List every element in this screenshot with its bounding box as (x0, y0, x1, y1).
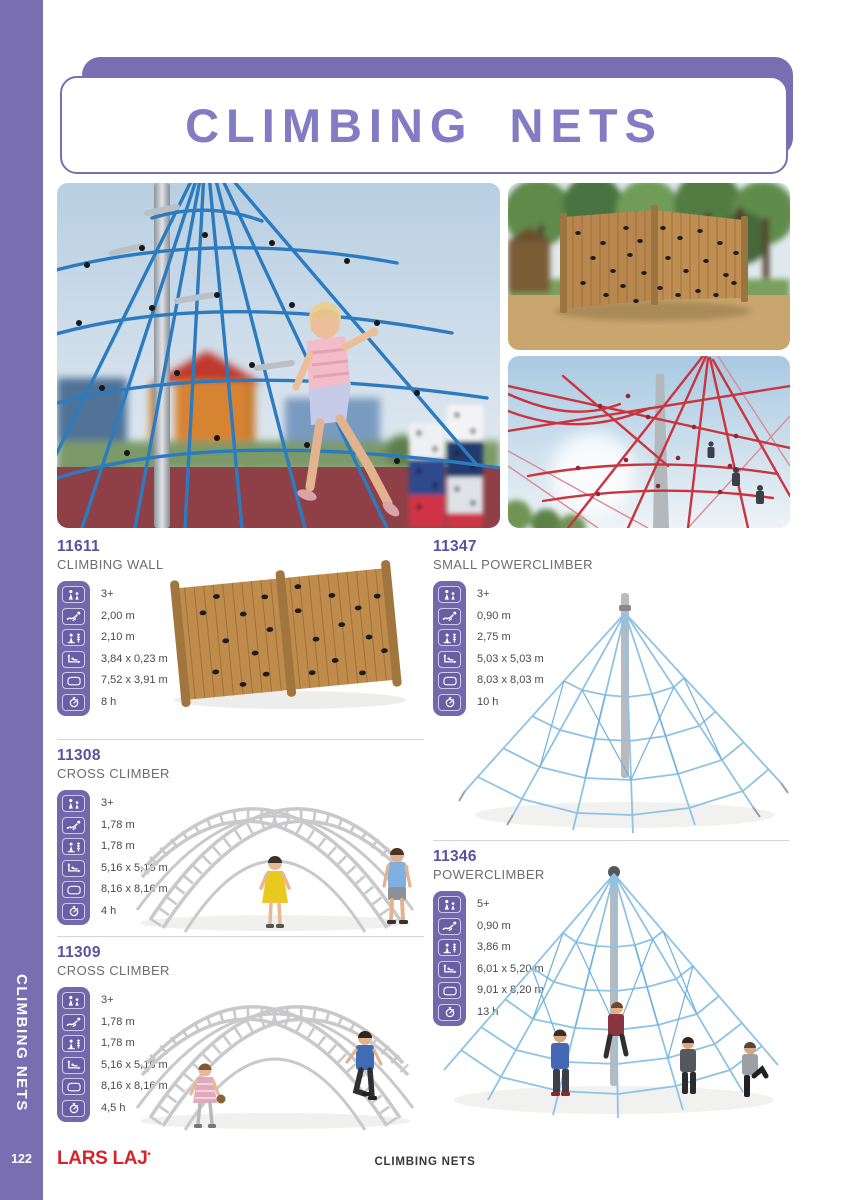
structure-height-icon (62, 629, 85, 646)
spec-value-fall-height: 1,78 m (101, 818, 135, 831)
spec-value-fall-height: 0,90 m (477, 919, 511, 932)
product-dimensions-icon (62, 651, 85, 668)
brand-logo-text: LARS LAJ (57, 1148, 148, 1169)
spec-value-assembly-time: 8 h (101, 695, 117, 708)
product-11309-render (125, 958, 425, 1133)
free-fall-height-icon (62, 608, 85, 625)
assembly-time-icon (62, 903, 85, 920)
product-11611-render (150, 550, 420, 722)
spec-value-age: 3+ (101, 994, 114, 1006)
structure-height-icon (62, 1035, 85, 1052)
spec-value-assembly-time: 4 h (101, 904, 117, 917)
spec-value-safety-zone: 7,52 x 3,91 m (101, 674, 168, 686)
free-fall-height-icon (62, 817, 85, 834)
product-11346-render (438, 860, 790, 1135)
product-name: SMALL POWERCLIMBER (433, 557, 593, 572)
spec-value-height: 1,78 m (101, 1037, 135, 1049)
safety-zone-icon (62, 1078, 85, 1095)
photo-wooden-wall-illustration (508, 183, 790, 350)
product-11347-render (455, 583, 790, 838)
spec-value-dimensions: 5,03 x 5,03 m (477, 652, 544, 665)
age-range-icon (62, 586, 85, 603)
cross-climber-render (137, 809, 413, 932)
header-box (60, 76, 788, 174)
powerclimber-render (444, 866, 778, 1118)
page-title: CLIMBING NETS (185, 98, 663, 152)
spec-value-age: 5+ (477, 898, 490, 910)
spec-icon-bar (57, 581, 90, 716)
age-range-icon (62, 992, 85, 1009)
spec-value-safety-zone: 8,16 x 8,16 m (101, 883, 168, 895)
climbing-wall-render (170, 560, 402, 708)
spec-value-dimensions: 5,16 x 5,16 m (101, 1058, 168, 1071)
photo-red-net-illustration (508, 356, 790, 528)
photo-blue-net-girl-illustration (57, 183, 500, 528)
spec-value-safety-zone: 8,03 x 8,03 m (477, 674, 544, 686)
free-fall-height-icon (62, 1014, 85, 1031)
section-divider (433, 840, 789, 841)
safety-zone-icon (62, 672, 85, 689)
spec-value-height: 1,78 m (101, 840, 135, 852)
spec-value-safety-zone: 9,01 x 8,20 m (477, 984, 544, 996)
spec-value-age: 3+ (101, 797, 114, 809)
spec-value-safety-zone: 8,16 x 8,16 m (101, 1080, 168, 1092)
spec-value-assembly-time: 10 h (477, 695, 499, 708)
product-id: 11346 (433, 848, 477, 865)
spec-value-dimensions: 3,84 x 0,23 m (101, 652, 168, 665)
spec-value-age: 3+ (101, 588, 114, 600)
product-dimensions-icon (62, 1057, 85, 1074)
product-id: 11309 (57, 944, 101, 961)
photo-blue-net-girl (57, 183, 500, 528)
spec-icon-bar (57, 790, 90, 925)
product-name: CLIMBING WALL (57, 557, 164, 572)
product-name: CROSS CLIMBER (57, 963, 170, 978)
small-powerclimber-render (459, 593, 788, 833)
spec-value-height: 2,10 m (101, 631, 135, 643)
spec-value-dimensions: 6,01 x 5,20 m (477, 962, 544, 975)
spec-value-height: 3,86 m (477, 941, 511, 953)
brand-trademark-dot: • (147, 1148, 151, 1159)
page-number: 122 (11, 1152, 32, 1166)
footer-section-label: CLIMBING NETS (374, 1156, 476, 1168)
product-name: CROSS CLIMBER (57, 766, 170, 781)
spec-value-age: 3+ (477, 588, 490, 600)
product-dimensions-icon (62, 860, 85, 877)
assembly-time-icon (62, 694, 85, 711)
spec-value-fall-height: 2,00 m (101, 609, 135, 622)
spec-value-dimensions: 5,16 x 5,16 m (101, 861, 168, 874)
sidebar-vertical-label: CLIMBING NETS (13, 974, 30, 1112)
children-figures (551, 1002, 766, 1097)
section-divider (57, 936, 424, 937)
product-id: 11347 (433, 538, 477, 555)
spec-value-assembly-time: 4,5 h (101, 1101, 126, 1114)
product-id: 11308 (57, 747, 101, 764)
girl-dark-figure (680, 1037, 696, 1094)
section-divider (57, 739, 424, 740)
product-name: POWERCLIMBER (433, 867, 545, 882)
photo-red-net (508, 356, 790, 528)
spec-value-fall-height: 0,90 m (477, 609, 511, 622)
safety-zone-icon (62, 881, 85, 898)
product-id: 11611 (57, 538, 100, 555)
spec-value-height: 2,75 m (477, 631, 511, 643)
structure-height-icon (62, 838, 85, 855)
spec-icon-bar (57, 987, 90, 1122)
spec-value-fall-height: 1,78 m (101, 1015, 135, 1028)
spec-value-assembly-time: 13 h (477, 1005, 499, 1018)
girl-gray-figure (742, 1042, 766, 1097)
photo-wooden-wall-park (508, 183, 790, 350)
sun-glare (551, 432, 635, 516)
wooden-climbing-wall (560, 205, 748, 313)
assembly-time-icon (62, 1100, 85, 1117)
brand-logo (57, 1148, 150, 1170)
age-range-icon (62, 795, 85, 812)
product-11308-render (125, 760, 425, 935)
